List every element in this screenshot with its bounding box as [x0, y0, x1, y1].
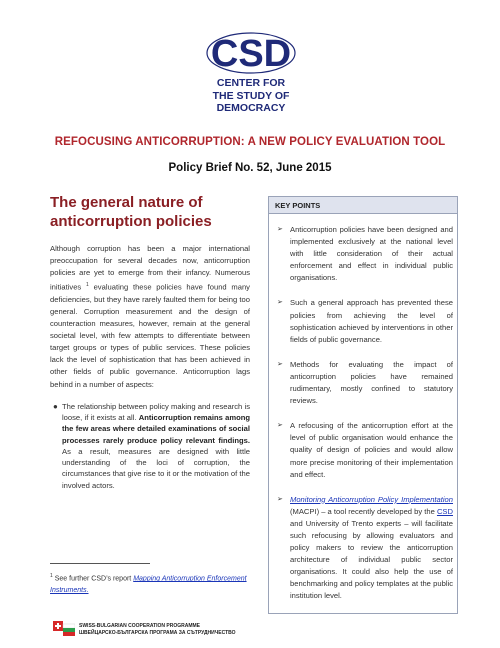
footnote-reference[interactable]: 1	[86, 282, 89, 289]
org-line: CENTER FOR	[216, 77, 286, 89]
footer-line: SWISS-BULGARIAN COOPERATION PROGRAMME	[79, 623, 201, 629]
key-point-item	[277, 420, 453, 480]
key-point-text: and University of Trento experts – will facilitate such refocusing by allowing evaluators and policy makers to review the anticorruption architecture of individual public sector organisations. It could also help the use of benchmarking and policy templates at the public institution level.	[290, 518, 453, 601]
arrow-bullet-icon: ➢	[277, 226, 283, 233]
list-item	[53, 401, 250, 491]
key-point-item	[277, 359, 453, 407]
key-points-list	[277, 224, 453, 616]
bullet-bold-text: Anticorruption remains among the few areas where detailed examinations of social processes rarely produce policy relevant findings.	[62, 412, 250, 445]
policy-brief-number: Policy Brief No. 52, June 2015	[168, 162, 332, 174]
key-point-text: Such a general approach has prevented these policies from achieving the level of sophistication achieved by interventions in other fields of public governance.	[290, 298, 453, 344]
bullet-icon: ●	[53, 401, 58, 411]
csd-logo	[205, 30, 297, 80]
footnote-divider	[50, 563, 150, 564]
bullet-text: The relationship between policy making and research is loose, if it exists at all.	[62, 401, 250, 422]
paragraph-text: Although corruption has been a major international preoccupation for several decades now, anticorruption policies are yet to emerge from their infancy. Numerous initiatives	[50, 244, 250, 292]
footer-programme-text	[79, 623, 236, 637]
key-point-text: A refocusing of the anticorruption effort at the level of public organisation would enhance the quality of design of policies and would allow more precise monitoring of their implementation and effect.	[290, 421, 453, 479]
arrow-bullet-icon: ➢	[277, 360, 283, 368]
csd-link[interactable]: CSD	[436, 506, 453, 516]
arrow-bullet-icon: ➢	[277, 495, 283, 503]
intro-paragraph	[50, 243, 250, 391]
logo-text: CSD	[210, 33, 292, 75]
key-point-item	[277, 297, 453, 345]
organization-name	[190, 77, 312, 115]
heading-line: The general nature of	[50, 194, 203, 211]
bullet-text: As a result, measures are designed with little understanding of the loci of corruption, the circumstances that give rise to it or the motivation of the involved actors.	[62, 446, 250, 490]
footnote-marker: 1	[50, 573, 53, 579]
footnote	[50, 570, 250, 597]
arrow-bullet-icon: ➢	[277, 299, 283, 307]
left-column	[50, 193, 250, 491]
org-line: DEMOCRACY	[216, 102, 286, 114]
key-points-header	[269, 197, 457, 214]
paragraph-text: evaluating these policies have found many deficiencies, but they have rarely faulted them for being too general. Corruption measurement and the design of counteraction measures, however, remain at the general societal level, with few attempts to differentiate between target groups or types of public services. These policies lack the level of sophistication that has been achieved in other fields of public governance. Anticorruption lags behind in a number of aspects:	[50, 282, 250, 389]
org-line: THE STUDY OF	[212, 89, 290, 102]
arrow-bullet-icon: ➢	[277, 422, 283, 430]
aspects-list	[50, 401, 250, 491]
cooperation-programme-logo	[53, 621, 75, 641]
document-title: REFOCUSING ANTICORRUPTION: A NEW POLICY EVALUATION TOOL	[54, 136, 446, 148]
report-link[interactable]: Mapping Anticorruption Enforcement Instruments.	[50, 575, 247, 595]
key-point-item	[277, 494, 453, 603]
heading-line: anticorruption policies	[50, 213, 212, 230]
footnote-text: See further CSD’s report	[54, 575, 132, 583]
macpi-link[interactable]: Monitoring Anticorruption Policy Implementation	[290, 494, 453, 504]
section-heading	[50, 193, 250, 231]
key-point-text: Anticorruption policies have been designed and implemented exclusively at the national level with little consideration of their actual enforcement and effect in individual public organisations.	[290, 225, 453, 283]
footer-line: ШВЕЙЦАРСКО-БЪЛГАРСКА ПРОГРАМА ЗА СЪТРУДНИЧЕСТВО	[79, 630, 236, 636]
key-point-text: Methods for evaluating the impact of anticorruption policies have remained rudimentary, mostly confined to statutory reviews.	[290, 359, 453, 406]
key-points-box	[268, 196, 458, 614]
key-points-title: KEY POINTS	[275, 201, 321, 210]
key-point-item	[277, 224, 453, 284]
key-point-text: (MACPI) – a tool recently developed by the	[290, 506, 435, 516]
